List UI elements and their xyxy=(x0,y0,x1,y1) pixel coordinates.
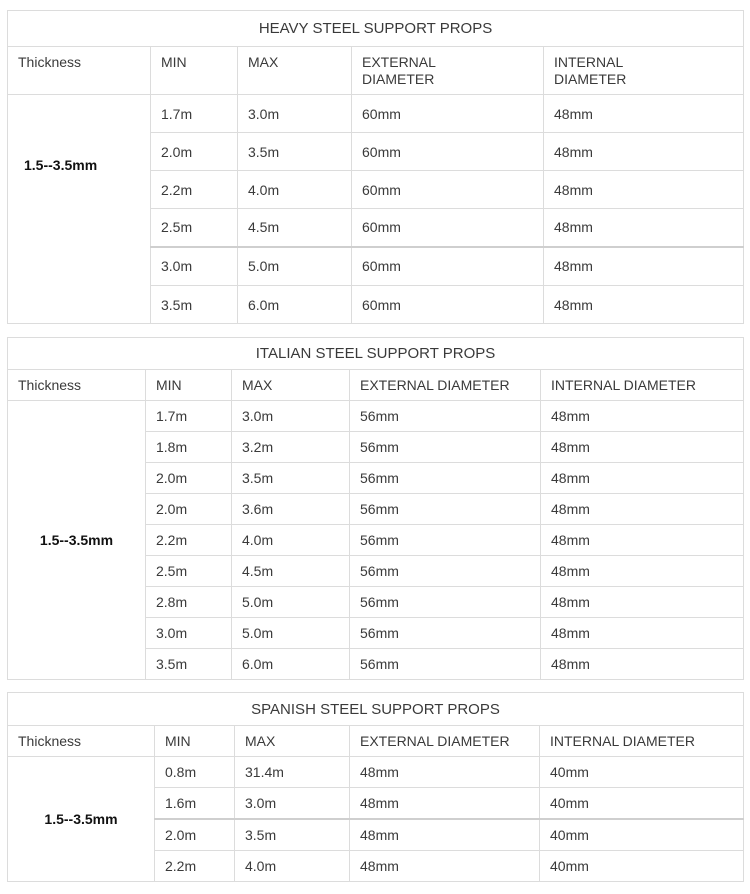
header-min: MIN xyxy=(151,47,238,95)
min-cell: 2.0m xyxy=(146,463,232,494)
max-cell: 31.4m xyxy=(235,757,350,788)
min-cell: 3.0m xyxy=(146,618,232,649)
max-cell: 3.0m xyxy=(238,95,352,133)
thickness-value: 1.5--3.5mm xyxy=(8,95,151,324)
table-title: ITALIAN STEEL SUPPORT PROPS xyxy=(8,338,744,370)
internal-diameter-cell: 48mm xyxy=(544,133,744,171)
internal-diameter-cell: 48mm xyxy=(544,247,744,286)
internal-diameter-cell: 48mm xyxy=(541,556,744,587)
header-max: MAX xyxy=(235,726,350,757)
internal-diameter-cell: 48mm xyxy=(541,463,744,494)
external-diameter-cell: 56mm xyxy=(350,432,541,463)
min-cell: 2.5m xyxy=(151,209,238,247)
external-diameter-cell: 56mm xyxy=(350,556,541,587)
internal-diameter-cell: 48mm xyxy=(541,432,744,463)
external-diameter-cell: 60mm xyxy=(352,171,544,209)
min-cell: 3.0m xyxy=(151,247,238,286)
max-cell: 4.0m xyxy=(238,171,352,209)
heavy-steel-props-table xyxy=(7,10,744,324)
internal-diameter-cell: 48mm xyxy=(544,171,744,209)
header-max: MAX xyxy=(232,370,350,401)
header-min: MIN xyxy=(155,726,235,757)
min-cell: 1.6m xyxy=(155,788,235,819)
header-min: MIN xyxy=(146,370,232,401)
max-cell: 3.2m xyxy=(232,432,350,463)
max-cell: 4.5m xyxy=(232,556,350,587)
min-cell: 3.5m xyxy=(146,649,232,680)
min-cell: 2.0m xyxy=(146,494,232,525)
max-cell: 3.6m xyxy=(232,494,350,525)
thickness-value: 1.5--3.5mm xyxy=(8,757,155,882)
header-internal-diameter: INTERNAL DIAMETER xyxy=(544,47,744,95)
min-cell: 1.7m xyxy=(146,401,232,432)
italian-steel-props-table xyxy=(7,337,744,680)
max-cell: 5.0m xyxy=(238,247,352,286)
internal-diameter-cell: 48mm xyxy=(544,209,744,247)
min-cell: 2.2m xyxy=(151,171,238,209)
external-diameter-cell: 56mm xyxy=(350,401,541,432)
internal-diameter-cell: 40mm xyxy=(540,851,744,882)
external-diameter-cell: 48mm xyxy=(350,851,540,882)
min-cell: 2.5m xyxy=(146,556,232,587)
max-cell: 4.0m xyxy=(232,525,350,556)
external-diameter-cell: 60mm xyxy=(352,209,544,247)
max-cell: 6.0m xyxy=(232,649,350,680)
external-diameter-cell: 56mm xyxy=(350,494,541,525)
external-diameter-cell: 60mm xyxy=(352,247,544,286)
header-external-diameter: EXTERNAL DIAMETER xyxy=(350,370,541,401)
max-cell: 3.5m xyxy=(232,463,350,494)
external-diameter-cell: 60mm xyxy=(352,286,544,324)
internal-diameter-cell: 48mm xyxy=(541,525,744,556)
max-cell: 5.0m xyxy=(232,587,350,618)
min-cell: 1.8m xyxy=(146,432,232,463)
thickness-value: 1.5--3.5mm xyxy=(8,401,146,680)
internal-diameter-cell: 48mm xyxy=(544,286,744,324)
table-row xyxy=(8,757,744,788)
external-diameter-cell: 56mm xyxy=(350,649,541,680)
max-cell: 4.5m xyxy=(238,209,352,247)
table-row xyxy=(8,95,744,133)
table-row xyxy=(8,401,744,432)
internal-diameter-cell: 48mm xyxy=(541,587,744,618)
table-title: HEAVY STEEL SUPPORT PROPS xyxy=(8,11,744,47)
external-diameter-cell: 60mm xyxy=(352,95,544,133)
header-internal-diameter: INTERNAL DIAMETER xyxy=(541,370,744,401)
external-diameter-cell: 48mm xyxy=(350,757,540,788)
external-diameter-cell: 48mm xyxy=(350,819,540,851)
min-cell: 2.8m xyxy=(146,587,232,618)
internal-diameter-cell: 48mm xyxy=(541,494,744,525)
max-cell: 3.5m xyxy=(235,819,350,851)
spanish-steel-props-table xyxy=(7,692,744,882)
internal-diameter-cell: 40mm xyxy=(540,819,744,851)
internal-diameter-cell: 48mm xyxy=(544,95,744,133)
header-max: MAX xyxy=(238,47,352,95)
max-cell: 4.0m xyxy=(235,851,350,882)
min-cell: 0.8m xyxy=(155,757,235,788)
min-cell: 1.7m xyxy=(151,95,238,133)
max-cell: 3.0m xyxy=(235,788,350,819)
max-cell: 3.5m xyxy=(238,133,352,171)
external-diameter-cell: 48mm xyxy=(350,788,540,819)
internal-diameter-cell: 48mm xyxy=(541,618,744,649)
internal-diameter-cell: 48mm xyxy=(541,401,744,432)
external-diameter-cell: 56mm xyxy=(350,618,541,649)
min-cell: 3.5m xyxy=(151,286,238,324)
header-thickness: Thickness xyxy=(8,726,155,757)
min-cell: 2.0m xyxy=(155,819,235,851)
header-thickness: Thickness xyxy=(8,47,151,95)
internal-diameter-cell: 40mm xyxy=(540,757,744,788)
external-diameter-cell: 60mm xyxy=(352,133,544,171)
external-diameter-cell: 56mm xyxy=(350,463,541,494)
table-title: SPANISH STEEL SUPPORT PROPS xyxy=(8,693,744,726)
min-cell: 2.2m xyxy=(146,525,232,556)
max-cell: 6.0m xyxy=(238,286,352,324)
header-internal-diameter: INTERNAL DIAMETER xyxy=(540,726,744,757)
internal-diameter-cell: 40mm xyxy=(540,788,744,819)
external-diameter-cell: 56mm xyxy=(350,525,541,556)
min-cell: 2.2m xyxy=(155,851,235,882)
header-thickness: Thickness xyxy=(8,370,146,401)
external-diameter-cell: 56mm xyxy=(350,587,541,618)
header-external-diameter: EXTERNAL DIAMETER xyxy=(352,47,544,95)
max-cell: 5.0m xyxy=(232,618,350,649)
min-cell: 2.0m xyxy=(151,133,238,171)
internal-diameter-cell: 48mm xyxy=(541,649,744,680)
header-external-diameter: EXTERNAL DIAMETER xyxy=(350,726,540,757)
max-cell: 3.0m xyxy=(232,401,350,432)
